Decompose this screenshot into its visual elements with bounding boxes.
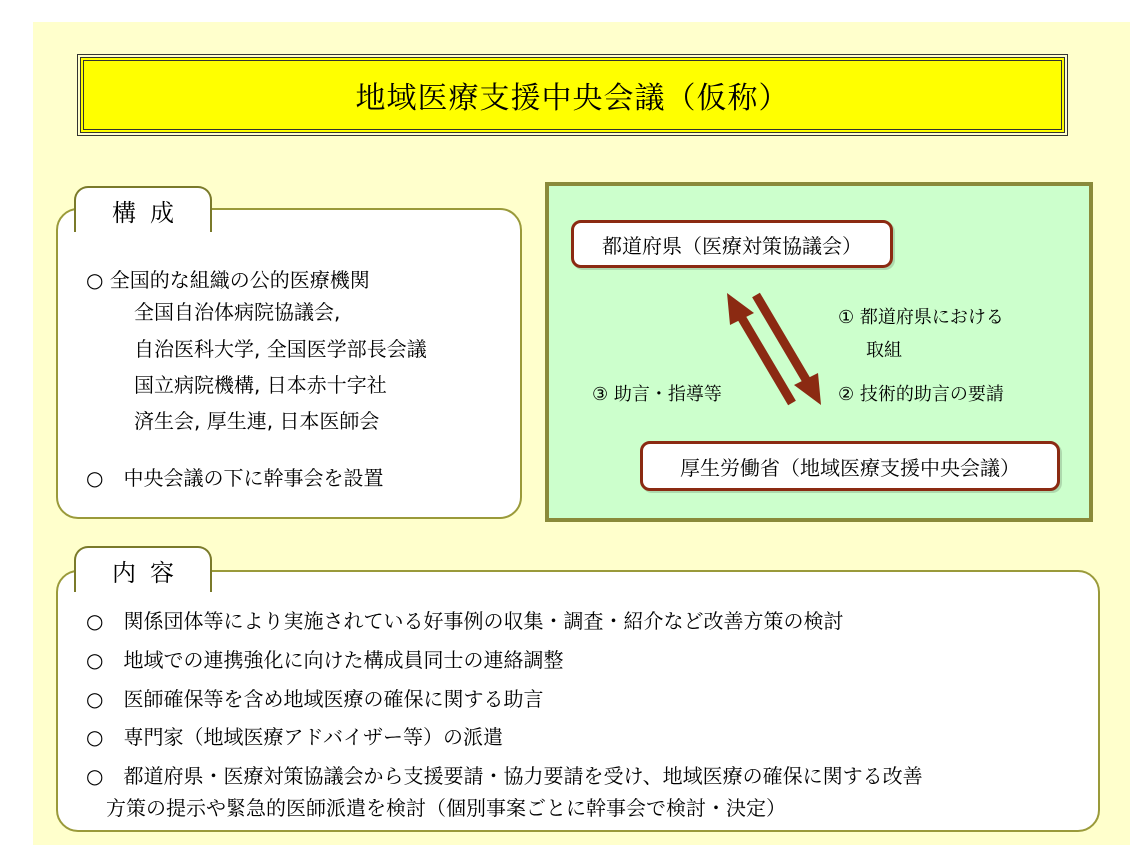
ministry-node [640, 441, 1060, 491]
content-item: ○ 都道府県・医療対策協議会から支援要請・協力要請を受け、地域医療の確保に関する改善 [86, 764, 923, 788]
prefecture-node [571, 220, 893, 268]
composition-item: 自治医科大学, 全国医学部長会議 [134, 337, 427, 361]
content-item: ○ 関係団体等により実施されている好事例の収集・調査・紹介など改善方策の検討 [86, 609, 844, 633]
composition-item: 国立病院機構, 日本赤十字社 [134, 373, 387, 397]
ministry-node-label: 厚生労働省（地域医療支援中央会議） [680, 455, 1020, 480]
composition-tab-label: 構成 [112, 198, 188, 227]
composition-item: 全国自治体病院協議会, [134, 300, 341, 324]
page-title-text: 地域医療支援中央会議（仮称） [355, 81, 790, 116]
content-item-cont: 方策の提示や緊急的医師派遣を検討（個別事案ごとに幹事会で検討・決定） [106, 796, 786, 820]
label-step-1-cont: 取組 [866, 340, 902, 361]
label-step-3: ③ 助言・指導等 [592, 384, 722, 405]
page-title [80, 57, 1065, 133]
prefecture-node-label: 都道府県（医療対策協議会） [602, 233, 862, 258]
content-tab [74, 546, 212, 592]
content-item: ○ 専門家（地域医療アドバイザー等）の派遣 [86, 725, 504, 749]
label-step-2: ② 技術的助言の要請 [838, 384, 1004, 405]
content-item: ○ 医師確保等を含め地域医療の確保に関する助言 [86, 687, 544, 711]
composition-item: ○ 全国的な組織の公的医療機関 [86, 268, 370, 292]
composition-item: ○ 中央会議の下に幹事会を設置 [86, 466, 384, 490]
content-tab-label: 内容 [112, 558, 188, 587]
composition-tab [74, 186, 212, 232]
label-step-1: ① 都道府県における [838, 307, 1004, 328]
composition-item: 済生会, 厚生連, 日本医師会 [134, 409, 380, 433]
content-item: ○ 地域での連携強化に向けた構成員同士の連絡調整 [86, 648, 564, 672]
